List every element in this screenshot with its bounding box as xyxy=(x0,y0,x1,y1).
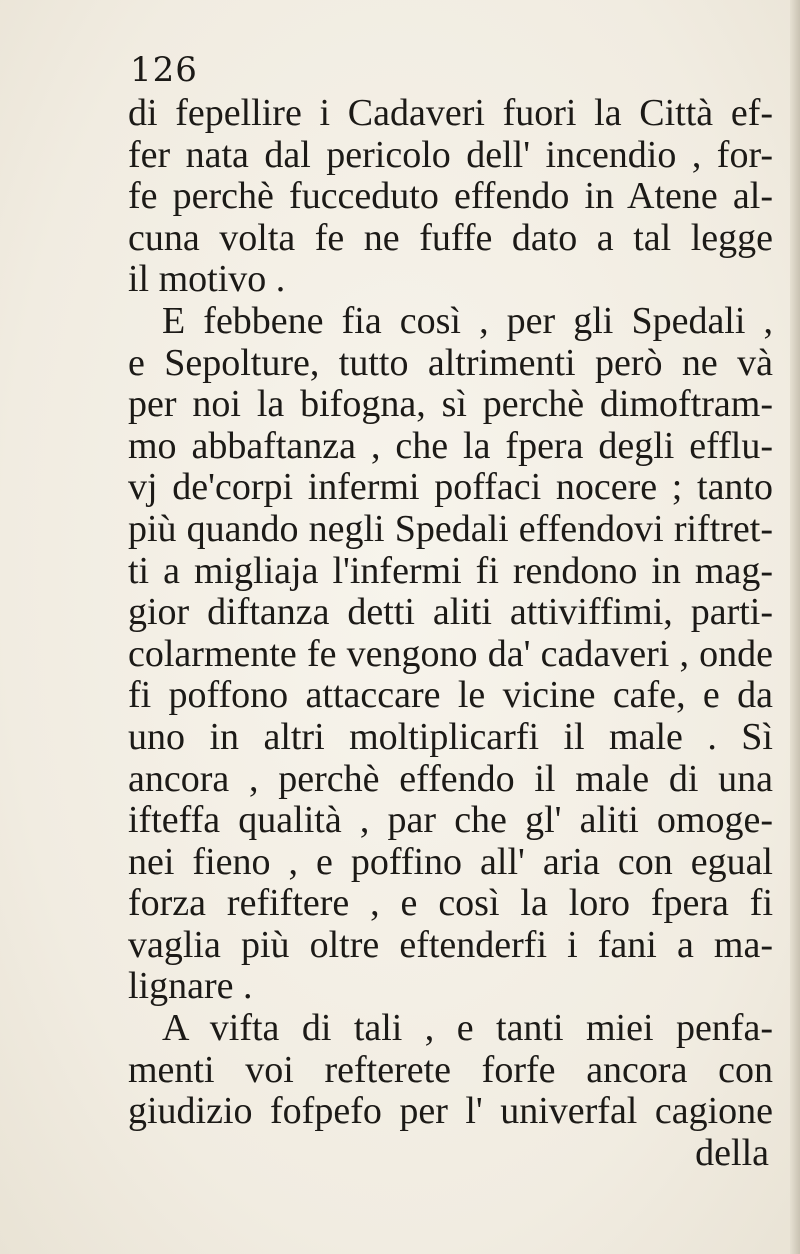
text-line: giudizio fofpefo per l' univerfal cagione xyxy=(128,1090,773,1133)
text-line: vj de'corpi infermi poffaci nocere ; tanto xyxy=(128,466,773,509)
text-line: gior diftanza detti aliti attiviffimi, parti- xyxy=(128,591,773,634)
text-line: per noi la bifogna, sì perchè dimoftram- xyxy=(128,383,773,426)
text-line: ifteffa qualità , par che gl' aliti omoge- xyxy=(128,799,773,842)
catchword: della xyxy=(695,1131,769,1174)
text-line: vaglia più oltre eftenderfi i fani a ma- xyxy=(128,923,773,966)
text-line: più quando negli Spedali effendovi riftret- xyxy=(128,507,773,550)
text-line: e Sepolture, tutto altrimenti però ne và xyxy=(128,341,773,384)
text-line: lignare . xyxy=(128,965,253,1008)
text-line: mo abbaftanza , che la fpera degli efflu- xyxy=(128,424,773,467)
text-line: fe perchè fucceduto effendo in Atene al- xyxy=(128,175,773,218)
text-line: ancora , perchè effendo il male di una xyxy=(128,757,773,800)
text-line: menti voi refterete forfe ancora con xyxy=(128,1048,773,1091)
text-line: nei fieno , e poffino all' aria con egual xyxy=(128,840,773,883)
text-line: fer nata dal pericolo dell' incendio , for- xyxy=(128,133,773,176)
paragraph-first-line: A vifta di tali , e tanti miei penfa- xyxy=(162,1007,773,1050)
body-text xyxy=(128,93,773,1174)
text-line: uno in altri moltiplicarfi il male . Sì xyxy=(128,715,773,758)
text-line: di fepellire i Cadaveri fuori la Città ef- xyxy=(128,92,773,134)
text-line: forza refiftere , e così la loro fpera fi xyxy=(128,882,773,925)
text-line: cuna volta fe ne fuffe dato a tal legge xyxy=(128,216,773,259)
text-line: colarmente fe vengono da' cadaveri , onde xyxy=(128,632,773,675)
paragraph-first-line: E febbene fia così , per gli Spedali , xyxy=(162,299,773,342)
text-line: il motivo . xyxy=(128,258,286,301)
text-line: ti a migliaja l'infermi fi rendono in mag- xyxy=(128,549,773,592)
page-edge xyxy=(790,0,800,1254)
page-number: 126 xyxy=(130,50,198,90)
text-line: fi poffono attaccare le vicine cafe, e da xyxy=(128,674,773,717)
